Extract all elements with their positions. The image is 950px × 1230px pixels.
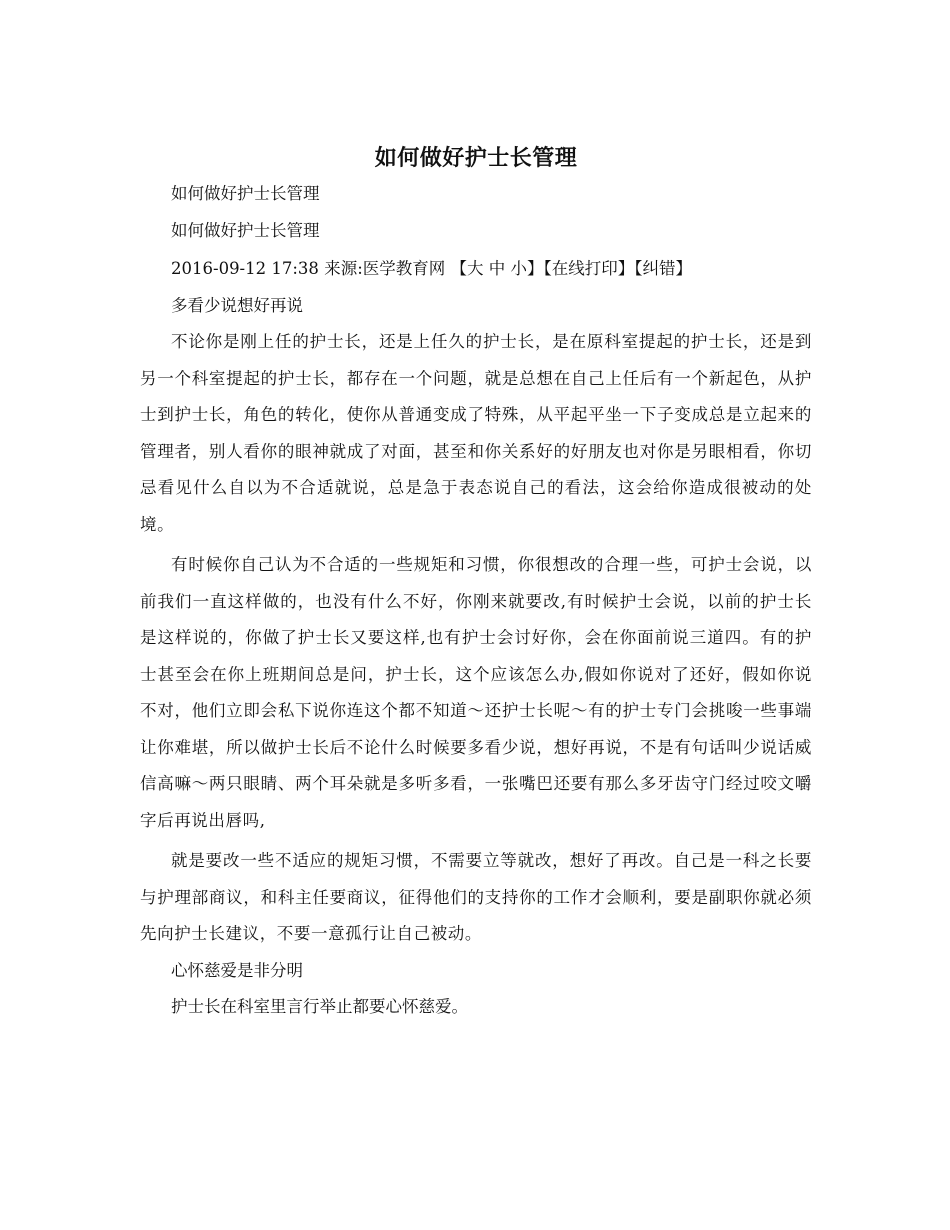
meta-source: 来源:医学教育网: [324, 259, 446, 278]
font-size-link[interactable]: 【大 中 小】: [450, 259, 544, 278]
print-link[interactable]: 【在线打印】: [543, 259, 635, 278]
meta-line: [140, 251, 812, 288]
section-heading-1: 多看少说想好再说: [171, 295, 303, 315]
document-title: 如何做好护士长管理: [374, 145, 578, 171]
meta-datetime: 2016-09-12 17:38: [171, 259, 319, 278]
subtitle-line-1: 如何做好护士长管理: [171, 184, 320, 203]
paragraph-4: 护士长在科室里言行举止都要心怀慈爱。: [171, 997, 468, 1016]
correct-link[interactable]: 【纠错】: [634, 259, 692, 278]
paragraph-2: 有时候你自己认为不合适的一些规矩和习惯，你很想改的合理一些，可护士会说，以前我们一直这样做的，也没有什么不好，你刚来就要改,有时候护士会说，以前的护士长是这样说的，你做了护士长又要这样,也有护士会讨好你，会在你面前说三道四。有的护士甚至会在你上班期间总是问，护士长，这个应该怎么办,假如你说对了还好，假如你说不对，他们立即会私下说你连这个都不知道～还护士长呢～有的护士专门会挑唆一些事端让你难堪，所以做护士长后不论什么时候要多看少说，想好再说，不是有句话叫少说话威信高嘛～两只眼睛、两个耳朵就是多听多看，一张嘴巴还要有那么多牙齿守门经过咬文嚼字后再说出唇吗,: [140, 555, 812, 830]
paragraph-1: 不论你是刚上任的护士长，还是上任久的护士长，是在原科室提起的护士长，还是到另一个科室提起的护士长，都存在一个问题，就是总想在自己上任后有一个新起色，从护士到护士长，角色的转化，使你从普通变成了特殊，从平起平坐一下子变成总是立起来的管理者，别人看你的眼神就成了对面，甚至和你关系好的好朋友也对你是另眼相看，你切忌看见什么自以为不合适就说，总是急于表态说自己的看法，这会给你造成很被动的处境。: [140, 332, 812, 534]
section-heading-2: 心怀慈爱是非分明: [171, 960, 303, 980]
subtitle-line-2: 如何做好护士长管理: [171, 220, 320, 240]
document-page: [140, 140, 812, 1026]
paragraph-3: 就是要改一些不适应的规矩习惯，不需要立等就改，想好了再改。自己是一科之长要与护理部商议，和科主任要商议，征得他们的支持你的工作才会顺利，要是副职你就必须先向护士长建议，不要一意孤行让自己被动。: [140, 851, 812, 943]
